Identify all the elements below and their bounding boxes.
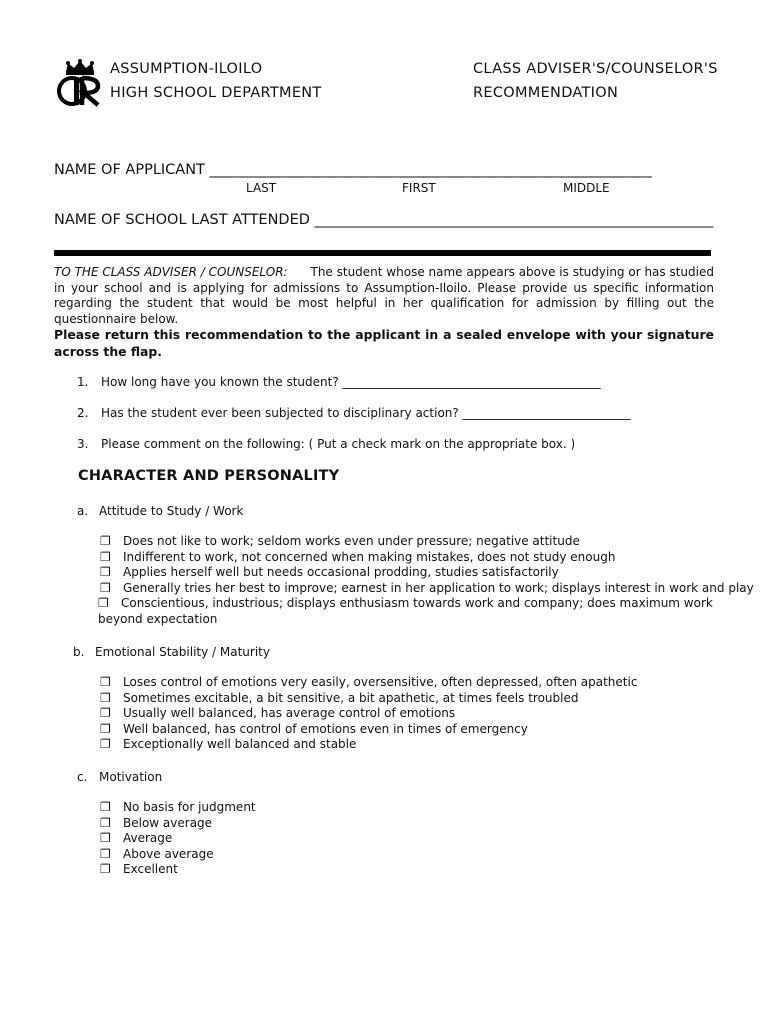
section-title: CHARACTER AND PERSONALITY bbox=[78, 468, 340, 484]
category-letter: c. bbox=[77, 770, 88, 784]
checkbox-icon[interactable]: ❐ bbox=[100, 565, 111, 580]
category-motivation bbox=[77, 770, 162, 784]
department-name: HIGH SCHOOL DEPARTMENT bbox=[110, 85, 322, 101]
checkbox-icon[interactable]: ❐ bbox=[100, 737, 111, 752]
intro-addressee: TO THE CLASS ADVISER / COUNSELOR: bbox=[54, 265, 288, 279]
option-row[interactable] bbox=[100, 816, 715, 832]
category-letter: a. bbox=[77, 504, 89, 518]
checkbox-icon[interactable]: ❐ bbox=[100, 800, 111, 814]
category-title: Motivation bbox=[99, 770, 163, 784]
intro-paragraph bbox=[54, 265, 714, 360]
school-logo bbox=[54, 58, 106, 108]
school-last-attended-label: NAME OF SCHOOL LAST ATTENDED bbox=[54, 212, 310, 228]
return-instruction: Please return this recommendation to the applicant in a sealed envelope with your signature across the flap. bbox=[54, 327, 714, 359]
category-attitude bbox=[77, 504, 243, 518]
question-number: 2. bbox=[77, 406, 89, 420]
option-row[interactable] bbox=[100, 565, 715, 581]
option-row[interactable] bbox=[100, 675, 715, 691]
school-name: ASSUMPTION-ILOILO bbox=[110, 61, 263, 77]
option-text: No basis for judgment bbox=[123, 800, 256, 814]
checkbox-icon[interactable]: ❐ bbox=[100, 721, 111, 736]
checkbox-icon[interactable]: ❐ bbox=[100, 815, 111, 830]
option-text: Indifferent to work, not concerned when making mistakes, does not study enough bbox=[123, 549, 616, 564]
form-title-line1: CLASS ADVISER'S/COUNSELOR'S bbox=[473, 61, 718, 77]
sublabel-first: FIRST bbox=[402, 181, 436, 195]
option-row[interactable] bbox=[100, 847, 715, 863]
checkbox-icon[interactable]: ❐ bbox=[100, 831, 111, 846]
school-last-attended-line[interactable]: _______________________________________________________ bbox=[314, 212, 714, 228]
question-2[interactable] bbox=[77, 406, 631, 420]
option-text: Sometimes excitable, a bit sensitive, a bit apathetic, at times feels troubled bbox=[123, 690, 579, 705]
question-3 bbox=[77, 437, 575, 451]
checkbox-icon[interactable]: ❐ bbox=[100, 549, 111, 564]
checkbox-icon[interactable]: ❐ bbox=[100, 846, 111, 861]
question-text: How long have you known the student? ___________________________________________ bbox=[101, 375, 601, 389]
applicant-name-label: NAME OF APPLICANT bbox=[54, 162, 205, 178]
option-row[interactable] bbox=[98, 596, 715, 627]
option-text: Applies herself well but needs occasional prodding, studies satisfactorily bbox=[123, 565, 559, 580]
option-row[interactable] bbox=[100, 706, 715, 722]
form-title bbox=[473, 57, 718, 105]
option-row[interactable] bbox=[100, 831, 715, 847]
option-row[interactable] bbox=[100, 550, 715, 566]
question-text: Please comment on the following: ( Put a check mark on the appropriate box. ) bbox=[101, 437, 576, 451]
option-text: Average bbox=[123, 831, 173, 846]
options-emotional-stability bbox=[100, 675, 715, 753]
option-row[interactable] bbox=[100, 722, 715, 738]
applicant-name-field[interactable] bbox=[54, 162, 652, 178]
question-number: 1. bbox=[77, 375, 89, 389]
option-row[interactable] bbox=[100, 800, 715, 816]
option-text: Exceptionally well balanced and stable bbox=[123, 737, 357, 752]
checkbox-icon[interactable]: ❐ bbox=[100, 862, 111, 877]
sublabel-middle: MIDDLE bbox=[563, 181, 610, 195]
option-row[interactable] bbox=[100, 737, 715, 753]
option-text: Usually well balanced, has average control of emotions bbox=[123, 706, 456, 721]
option-row[interactable] bbox=[100, 580, 754, 597]
question-1[interactable] bbox=[77, 375, 601, 389]
option-text: Does not like to work; seldom works even under pressure; negative attitude bbox=[123, 534, 580, 548]
applicant-name-line[interactable]: _____________________________________________________________ bbox=[209, 162, 652, 178]
option-row[interactable] bbox=[100, 691, 715, 707]
category-title: Emotional Stability / Maturity bbox=[95, 645, 270, 659]
checkbox-icon[interactable]: ❐ bbox=[100, 580, 111, 595]
checkbox-icon[interactable]: ❐ bbox=[98, 596, 109, 611]
option-row[interactable] bbox=[100, 862, 715, 878]
sublabel-last: LAST bbox=[246, 181, 277, 195]
checkbox-icon[interactable]: ❐ bbox=[100, 675, 111, 689]
school-last-attended-field[interactable] bbox=[54, 212, 713, 228]
option-row[interactable] bbox=[100, 534, 715, 550]
divider-rule bbox=[54, 250, 711, 256]
category-emotional-stability bbox=[73, 645, 270, 659]
category-letter: b. bbox=[73, 645, 85, 659]
checkbox-icon[interactable]: ❐ bbox=[100, 690, 111, 705]
question-text: Has the student ever been subjected to disciplinary action? ____________________________ bbox=[101, 406, 631, 420]
option-text: Above average bbox=[123, 846, 214, 861]
checkbox-icon[interactable]: ❐ bbox=[100, 534, 111, 548]
option-text: Below average bbox=[123, 815, 213, 830]
option-text: Conscientious, industrious; displays enthusiasm towards work and company; does maximum work beyond expectation bbox=[98, 596, 713, 626]
options-motivation bbox=[100, 800, 715, 878]
options-attitude bbox=[98, 534, 754, 628]
school-header bbox=[110, 57, 322, 105]
checkbox-icon[interactable]: ❐ bbox=[100, 706, 111, 721]
question-number: 3. bbox=[77, 437, 89, 451]
intro-text: The student whose name appears above is studying or has studied in your school and is applying for admissions to Assumption-Iloilo. Please provide us specific information regarding the student that would be most helpful in her qualification for admission by filling out the questionnaire below. bbox=[54, 265, 714, 326]
option-text: Excellent bbox=[123, 862, 178, 877]
option-text: Generally tries her best to improve; earnest in her application to work; displays interest in work and play bbox=[123, 580, 754, 595]
form-title-line2: RECOMMENDATION bbox=[473, 85, 619, 101]
option-text: Loses control of emotions very easily, oversensitive, often depressed, often apathetic bbox=[123, 675, 638, 689]
category-title: Attitude to Study / Work bbox=[99, 504, 244, 518]
option-text: Well balanced, has control of emotions even in times of emergency bbox=[123, 721, 528, 736]
